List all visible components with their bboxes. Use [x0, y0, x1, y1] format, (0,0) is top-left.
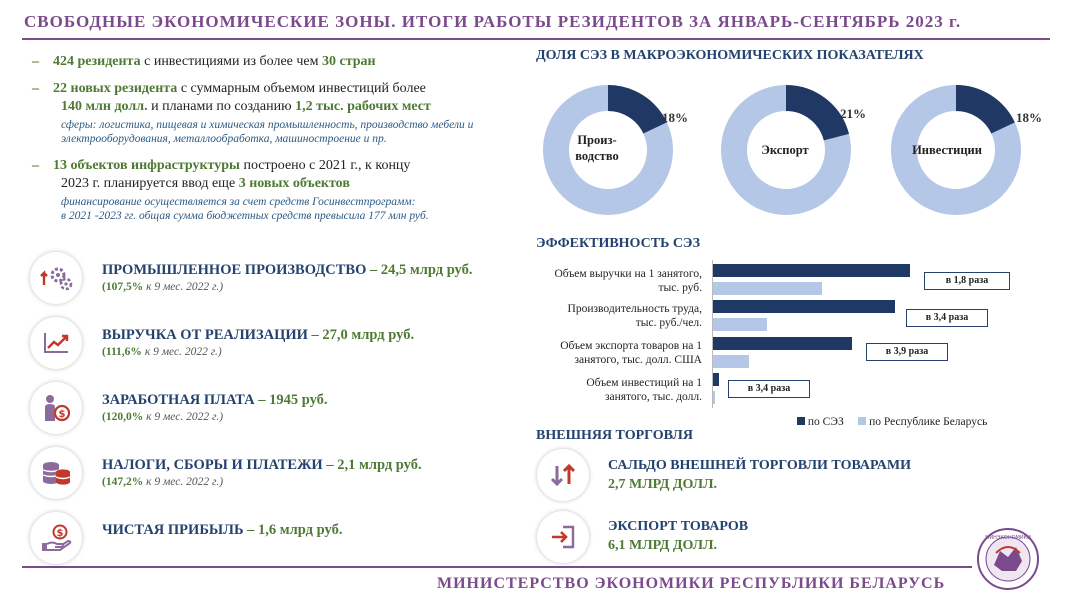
indicator-salary-growth: (120,0% к 9 мес. 2022 г.) — [102, 411, 224, 423]
svg-text:$: $ — [58, 409, 66, 420]
svg-text:$: $ — [56, 528, 64, 539]
donut-export-pct: 21% — [840, 106, 866, 121]
donut-export-label: Экспорт — [761, 143, 809, 157]
trade-balance-label: САЛЬДО ВНЕШНЕЙ ТОРГОВЛИ ТОВАРАМИ — [608, 458, 912, 473]
category-label: Объем выручки на 1 занятого, тыс. руб. — [554, 268, 702, 294]
donut-production-pct: 18% — [662, 110, 688, 125]
footer-title: МИНИСТЕРСТВО ЭКОНОМИКИ РЕСПУБЛИКИ БЕЛАРУСЬ — [437, 575, 946, 592]
legend-swatch-sez — [797, 417, 805, 425]
bullet-infrastructure: – 13 объектов инфраструктуры построено с 2021 г., к концу — [32, 158, 411, 173]
export-icon — [537, 511, 589, 563]
ministry-emblem-graphic — [976, 527, 1040, 591]
hand-coin-icon — [30, 512, 82, 564]
bar-sez — [713, 300, 895, 313]
indicator-profit: ЧИСТАЯ ПРИБЫЛЬ – 1,6 млрд руб. — [102, 522, 343, 538]
bullet-infrastructure-line2: 2023 г. планируется ввод еще 3 новых объектов — [61, 176, 350, 191]
indicator-revenue-growth: (111,6% к 9 мес. 2022 г.) — [102, 346, 222, 358]
share-title: ДОЛЯ СЭЗ В МАКРОЭКОНОМИЧЕСКИХ ПОКАЗАТЕЛЯХ — [536, 48, 924, 63]
indicator-revenue: ВЫРУЧКА ОТ РЕАЛИЗАЦИИ – 27,0 млрд руб. — [102, 327, 415, 343]
header-divider — [22, 38, 1050, 40]
bullet-residents: – 424 резидента с инвестициями из более чем 30 стран — [32, 54, 376, 69]
ratio-label: в 3,9 раза — [866, 343, 948, 361]
trade-title: ВНЕШНЯЯ ТОРГОВЛЯ — [536, 428, 693, 443]
donut-investments-label: Инвестиции — [912, 143, 982, 157]
arrows-exchange-icon — [537, 449, 589, 501]
bar-rb — [713, 355, 749, 368]
ratio-label: в 1,8 раза — [924, 272, 1010, 290]
donut-export — [718, 80, 878, 220]
export-goods-label: ЭКСПОРТ ТОВАРОВ — [608, 519, 749, 534]
coins-stack-icon — [30, 447, 82, 499]
bullet-infrastructure-note2: в 2021 -2023 гг. общая сумма бюджетных средств превысила 177 млн руб. — [61, 210, 429, 222]
bar-rb — [713, 318, 767, 331]
chart-up-icon — [30, 317, 82, 369]
bullet-new-residents-note: сферы: логистика, пищевая и химическая промышленность, производство мебели и электрооборудования, металлообработка, машиностроение и пр. — [61, 119, 474, 145]
export-goods-value: 6,1 МЛРД ДОЛЛ. — [608, 538, 718, 553]
bar-sez — [713, 264, 910, 277]
ratio-label: в 3,4 раза — [906, 309, 988, 327]
bar-rb — [713, 282, 822, 295]
category-label: Объем инвестиций на 1 занятого, тыс. долл. — [586, 377, 702, 403]
category-label: Объем экспорта товаров на 1 занятого, тыс. долл. США — [560, 340, 702, 366]
indicator-industry: ПРОМЫШЛЕННОЕ ПРОИЗВОДСТВО – 24,5 млрд руб. — [102, 262, 473, 278]
bar-rb — [713, 391, 715, 404]
indicator-salary: ЗАРАБОТНАЯ ПЛАТА – 1945 руб. — [102, 392, 328, 408]
category-label: Производительность труда, тыс. руб./чел. — [567, 303, 702, 329]
legend-swatch-rb — [858, 417, 866, 425]
trade-balance-value: 2,7 МЛРД ДОЛЛ. — [608, 477, 718, 492]
donut-production — [540, 80, 700, 220]
worker-money-icon — [30, 382, 82, 434]
bullet-infrastructure-note1: финансирование осуществляется за счет средств Госинвестпрограмм: — [61, 196, 416, 208]
chart-legend: по СЭЗ по Республике Беларусь — [797, 416, 987, 428]
indicator-taxes: НАЛОГИ, СБОРЫ И ПЛАТЕЖИ – 2,1 млрд руб. — [102, 457, 422, 473]
bullet-new-residents-line2: 140 млн долл. и планами по созданию 1,2 тыс. рабочих мест — [61, 99, 431, 114]
page-title: СВОБОДНЫЕ ЭКОНОМИЧЕСКИЕ ЗОНЫ. ИТОГИ РАБОТЫ РЕЗИДЕНТОВ ЗА ЯНВАРЬ-СЕНТЯБРЬ 2023 г. — [24, 12, 962, 31]
efficiency-title: ЭФФЕКТИВНОСТЬ СЭЗ — [536, 236, 700, 251]
footer-divider — [22, 566, 972, 568]
donut-investments — [888, 80, 1048, 220]
ratio-label: в 3,4 раза — [728, 380, 810, 398]
bar-sez — [713, 373, 719, 386]
donut-production-label: Произ- водство — [575, 133, 619, 163]
ministry-emblem — [976, 527, 1040, 591]
bar-sez — [713, 337, 852, 350]
svg-text:МИНЭКОНОМИКИ: МИНЭКОНОМИКИ — [985, 535, 1031, 541]
industry-gears-icon — [30, 252, 82, 304]
indicator-taxes-growth: (147,2% к 9 мес. 2022 г.) — [102, 476, 224, 488]
donut-investments-pct: 18% — [1016, 110, 1042, 125]
indicator-industry-growth: (107,5% к 9 мес. 2022 г.) — [102, 281, 224, 293]
bullet-new-residents: – 22 новых резидента с суммарным объемом инвестиций более — [32, 81, 426, 96]
